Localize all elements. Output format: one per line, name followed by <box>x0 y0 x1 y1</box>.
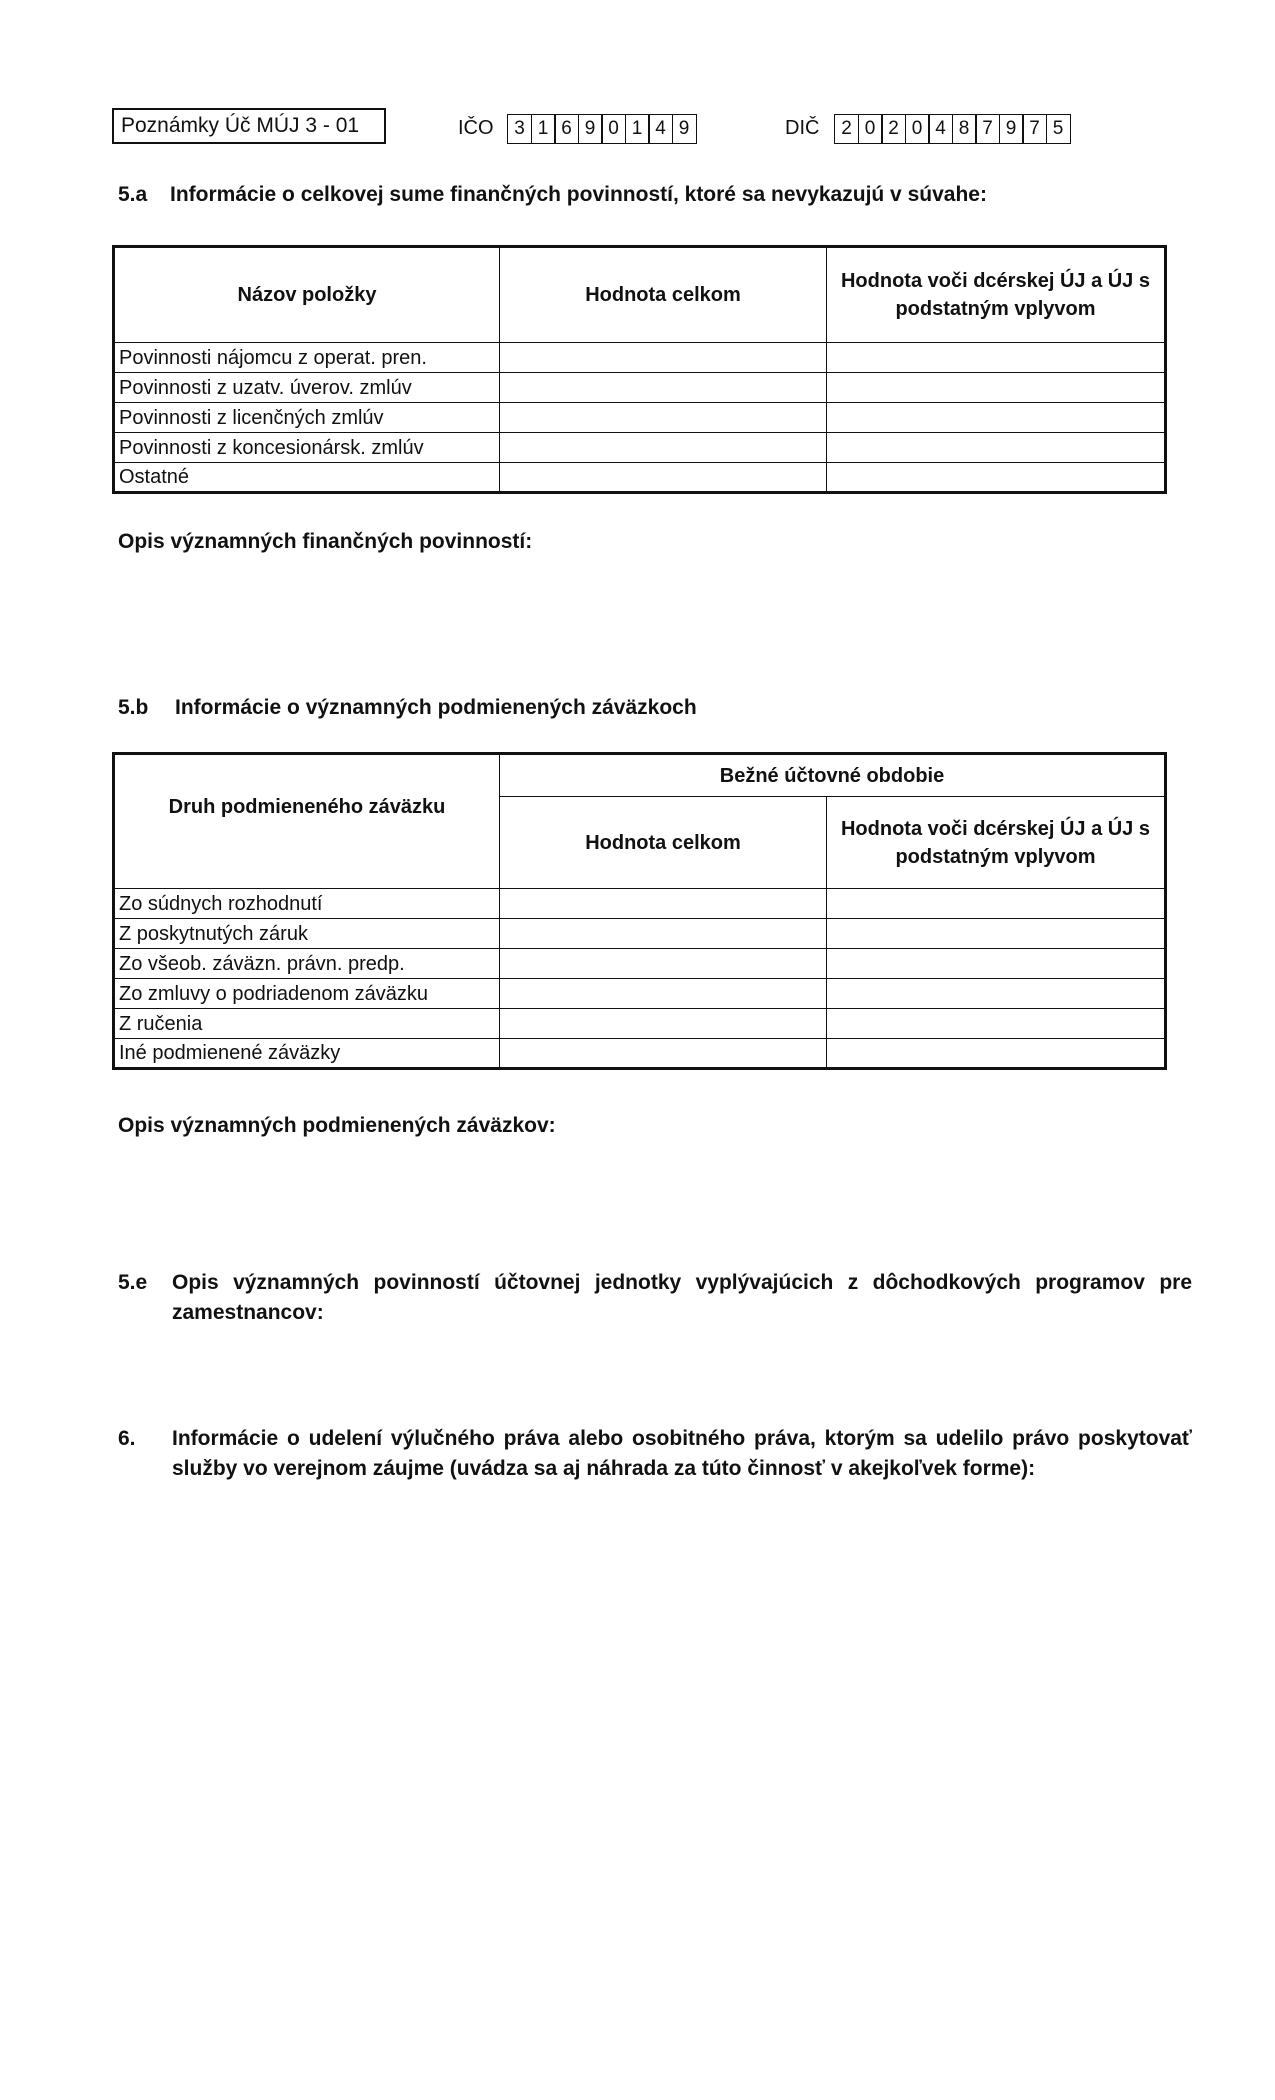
ico-label: IČO <box>458 117 494 139</box>
value-subsidiary-cell[interactable] <box>827 1009 1166 1039</box>
row-label: Z ručenia <box>114 1009 500 1039</box>
digit-box: 0 <box>601 114 626 144</box>
contingent-liabilities-description-label: Opis významných podmienených záväzkov: <box>118 1114 556 1137</box>
digit-box: 2 <box>834 114 859 144</box>
table-row <box>114 889 1166 919</box>
period-header: Bežné účtovné obdobie <box>500 754 1166 797</box>
section-number: 5.b <box>118 696 149 719</box>
value-total-cell[interactable] <box>500 1009 827 1039</box>
section-5a-heading <box>118 180 987 210</box>
row-label: Zo zmluvy o podriadenom záväzku <box>114 979 500 1009</box>
table-5b <box>112 752 1167 1070</box>
section-title: Informácie o celkovej sume finančných povinností, ktoré sa nevykazujú v súvahe: <box>170 183 987 206</box>
column-header: Hodnota celkom <box>500 797 827 889</box>
value-total-cell[interactable] <box>500 979 827 1009</box>
table-row <box>114 919 1166 949</box>
table-row <box>114 403 1166 433</box>
column-header: Názov položky <box>114 247 500 343</box>
digit-box: 1 <box>625 114 650 144</box>
row-label: Povinnosti z uzatv. úverov. zmlúv <box>114 373 500 403</box>
section-title: Informácie o udelení výlučného práva alebo osobitného práva, ktorým sa udelilo právo poskytovať služby vo verejnom záujme (uvádza sa aj náhrada za túto činnosť v akejkoľvek forme): <box>172 1427 1192 1480</box>
digit-box: 0 <box>905 114 930 144</box>
value-subsidiary-cell[interactable] <box>827 433 1166 463</box>
table-row <box>114 463 1166 493</box>
row-label: Ostatné <box>114 463 500 493</box>
section-number: 5.e <box>118 1271 148 1294</box>
section-title: Informácie o významných podmienených záväzkoch <box>175 696 697 719</box>
value-subsidiary-cell[interactable] <box>827 373 1166 403</box>
digit-box: 5 <box>1046 114 1071 144</box>
row-label: Iné podmienené záväzky <box>114 1039 500 1069</box>
row-label: Povinnosti z koncesionársk. zmlúv <box>114 433 500 463</box>
row-label: Z poskytnutých záruk <box>114 919 500 949</box>
digit-box: 9 <box>672 114 697 144</box>
section-5b-heading <box>118 693 697 723</box>
form-tag: Poznámky Úč MÚJ 3 - 01 <box>112 108 386 144</box>
dic-label: DIČ <box>785 117 820 139</box>
digit-box: 0 <box>858 114 883 144</box>
digit-box: 1 <box>531 114 556 144</box>
value-total-cell[interactable] <box>500 433 827 463</box>
value-subsidiary-cell[interactable] <box>827 979 1166 1009</box>
value-total-cell[interactable] <box>500 1039 827 1069</box>
table-row <box>114 949 1166 979</box>
digit-box: 9 <box>578 114 603 144</box>
digit-box: 9 <box>999 114 1024 144</box>
ico-digits <box>507 114 695 144</box>
digit-box: 7 <box>1022 114 1047 144</box>
section-number: 6. <box>118 1427 136 1450</box>
table-row <box>114 1039 1166 1069</box>
value-subsidiary-cell[interactable] <box>827 919 1166 949</box>
value-total-cell[interactable] <box>500 949 827 979</box>
column-header: Hodnota voči dcérskej ÚJ a ÚJ s podstatným vplyvom <box>827 247 1166 343</box>
digit-box: 4 <box>648 114 673 144</box>
section-number: 5.a <box>118 183 148 206</box>
row-type-header: Druh podmieneného záväzku <box>114 754 500 889</box>
value-subsidiary-cell[interactable] <box>827 1039 1166 1069</box>
digit-box: 3 <box>507 114 532 144</box>
value-total-cell[interactable] <box>500 919 827 949</box>
row-label: Povinnosti z licenčných zmlúv <box>114 403 500 433</box>
digit-box: 2 <box>881 114 906 144</box>
value-subsidiary-cell[interactable] <box>827 403 1166 433</box>
value-total-cell[interactable] <box>500 889 827 919</box>
value-subsidiary-cell[interactable] <box>827 949 1166 979</box>
value-total-cell[interactable] <box>500 343 827 373</box>
value-subsidiary-cell[interactable] <box>827 463 1166 493</box>
value-total-cell[interactable] <box>500 373 827 403</box>
financial-obligations-description-label: Opis významných finančných povinností: <box>118 530 533 553</box>
table-row <box>114 373 1166 403</box>
value-total-cell[interactable] <box>500 463 827 493</box>
digit-box: 7 <box>975 114 1000 144</box>
table-5a <box>112 245 1167 494</box>
digit-box: 6 <box>554 114 579 144</box>
column-header: Hodnota celkom <box>500 247 827 343</box>
dic-digits <box>834 114 1069 144</box>
value-subsidiary-cell[interactable] <box>827 343 1166 373</box>
section-title: Opis významných povinností účtovnej jednotky vyplývajúcich z dôchodkových programov pre zamestnancov: <box>172 1271 1192 1324</box>
column-header: Hodnota voči dcérskej ÚJ a ÚJ s podstatným vplyvom <box>827 797 1166 889</box>
row-label: Zo súdnych rozhodnutí <box>114 889 500 919</box>
digit-box: 8 <box>952 114 977 144</box>
value-subsidiary-cell[interactable] <box>827 889 1166 919</box>
table-row <box>114 1009 1166 1039</box>
row-label: Povinnosti nájomcu z operat. pren. <box>114 343 500 373</box>
table-row <box>114 343 1166 373</box>
row-label: Zo všeob. záväzn. právn. predp. <box>114 949 500 979</box>
table-row <box>114 979 1166 1009</box>
table-row <box>114 433 1166 463</box>
value-total-cell[interactable] <box>500 403 827 433</box>
digit-box: 4 <box>928 114 953 144</box>
